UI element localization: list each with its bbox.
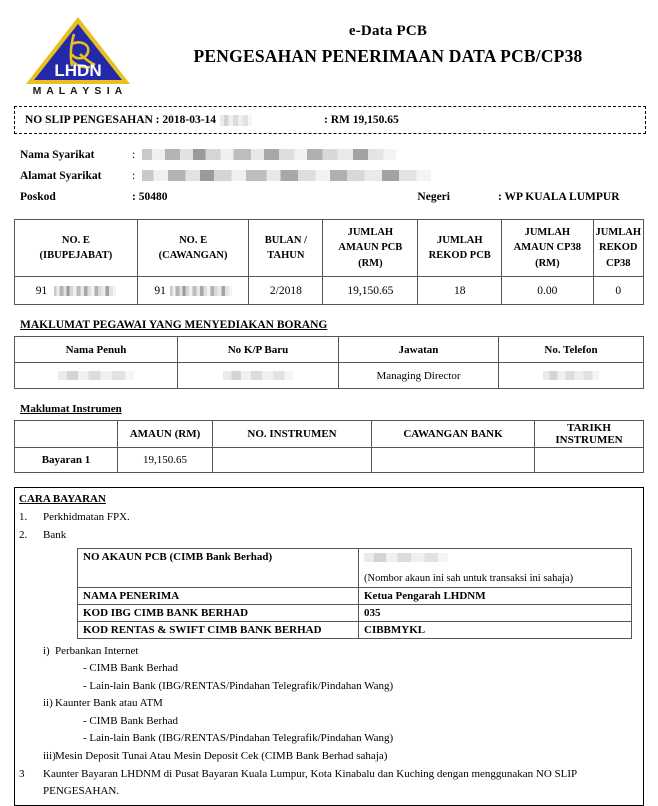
bank-label-nama-penerima: NAMA PENERIMA — [78, 587, 359, 604]
bank-label-no-akaun: NO AKAUN PCB (CIMB Bank Berhad) — [78, 548, 359, 587]
cell-jumlah-rekod-cp38: 0 — [593, 277, 644, 305]
bank-value-nama-penerima: Ketua Pengarah LHDNM — [359, 587, 632, 604]
poskod-value: : 50480 — [132, 190, 168, 203]
roman-i-text: Perbankan Internet — [55, 644, 139, 657]
col-instrument-blank — [15, 421, 118, 448]
table-row — [15, 363, 644, 389]
col-no-e-cawangan — [137, 220, 249, 277]
cell-no-instrumen — [213, 448, 372, 473]
cara-roman-item-iii — [15, 748, 643, 765]
no-akaun-note: (Nombor akaun ini sah untuk transaksi ini sahaja) — [364, 572, 574, 584]
table-header-row — [15, 220, 644, 277]
slip-confirmation-box — [14, 106, 646, 134]
bank-details-table — [77, 548, 632, 639]
col-line: JUMLAH — [347, 227, 394, 239]
cara-item-3-number: 3 — [19, 768, 25, 781]
instrument-section-title: Maklumat Instrumen — [20, 403, 122, 415]
document-title: PENGESAHAN PENERIMAAN DATA PCB/CP38 — [193, 45, 583, 66]
alamat-syarikat-colon: : — [132, 169, 136, 182]
col-no-kp-baru: No K/P Baru — [178, 337, 339, 363]
nama-syarikat-label: Nama Syarikat — [20, 148, 95, 161]
cell-cawangan-bank — [372, 448, 535, 473]
roman-iii-number: iii) — [43, 749, 56, 762]
col-line: BULAN / — [264, 234, 308, 246]
col-line: (IBUPEJABAT) — [39, 250, 113, 261]
officer-table — [14, 336, 644, 389]
col-line: REKOD PCB — [428, 250, 491, 261]
no-telefon-redaction — [543, 371, 599, 380]
cell-no-e-ibupejabat — [15, 277, 138, 305]
cell-amaun: 19,150.65 — [118, 448, 213, 473]
table-row — [78, 604, 632, 621]
col-line: TAHUN — [267, 250, 305, 261]
col-line: JUMLAH — [524, 227, 571, 239]
document-subtitle: e-Data PCB — [348, 23, 428, 39]
col-line: (CAWANGAN) — [158, 250, 228, 261]
info-row-nama-syarikat — [20, 144, 646, 165]
nama-syarikat-redaction — [142, 149, 396, 160]
poskod-label: Poskod — [20, 190, 56, 203]
roman-ii-sub-1: - CIMB Bank Berhad — [83, 714, 179, 727]
roman-i-number: i) — [43, 644, 50, 657]
roman-iii-text: Mesin Deposit Tunai Atau Mesin Deposit Cek (CIMB Bank Berhad sahaja) — [55, 749, 388, 762]
col-tarikh-instrumen: TARIKH INSTRUMEN — [535, 421, 644, 448]
table-header-row — [15, 337, 644, 363]
col-nama-penuh: Nama Penuh — [15, 337, 178, 363]
cara-roman-item-i — [15, 643, 643, 660]
col-line: NO. E — [179, 234, 208, 246]
alamat-syarikat-label: Alamat Syarikat — [20, 169, 102, 182]
info-row-alamat-syarikat — [20, 165, 646, 186]
bank-value-kod-rentas-swift: CIBBMYKL — [359, 621, 632, 638]
slip-number-redaction — [220, 115, 252, 126]
no-kp-baru-redaction — [223, 371, 293, 380]
cell-tarikh-instrumen — [535, 448, 644, 473]
cell-bulan-tahun: 2/2018 — [249, 277, 323, 305]
col-line: (RM) — [358, 257, 383, 269]
negeri-label: Negeri — [417, 190, 450, 203]
cara-bayaran-box — [14, 487, 644, 806]
col-cawangan-bank: CAWANGAN BANK — [372, 421, 535, 448]
col-line: JUMLAH — [437, 234, 483, 246]
col-line: AMAUN PCB — [338, 242, 403, 254]
cara-roman-item-ii — [15, 695, 643, 712]
cell-bayaran-label: Bayaran 1 — [15, 448, 118, 473]
col-line: JUMLAH — [595, 227, 641, 239]
roman-ii-sub-2: - Lain-lain Bank (IBG/RENTAS/Pindahan Telegrafik/Pindahan Wang) — [83, 732, 394, 745]
roman-i-sub-1: - CIMB Bank Berhad — [83, 662, 179, 675]
logo-text-lhdn: LHDN — [54, 61, 102, 80]
table-header-row — [15, 421, 644, 448]
cell-jumlah-amaun-pcb: 19,150.65 — [323, 277, 418, 305]
col-jumlah-amaun-pcb — [323, 220, 418, 277]
cara-item-3-text: Kaunter Bayaran LHDNM di Pusat Bayaran Kuala Lumpur, Kota Kinabalu dan Kuching dengan menggunakan NO SLIP PENGESAHAN. — [43, 768, 577, 797]
cara-item-2 — [15, 528, 643, 544]
col-line: NO. E — [61, 234, 90, 246]
col-line: REKOD CP38 — [598, 242, 638, 269]
no-e-prefix: 91 — [154, 284, 166, 297]
bank-label-kod-rentas-swift: KOD RENTAS & SWIFT CIMB BANK BERHAD — [78, 621, 359, 638]
instrument-table — [14, 420, 644, 473]
negeri-value: : WP KUALA LUMPUR — [498, 190, 620, 203]
document-header — [0, 0, 658, 100]
no-e-cawangan-redaction — [170, 286, 232, 296]
bank-value-no-akaun — [359, 548, 632, 587]
roman-ii-number: ii) — [43, 697, 53, 710]
table-row — [78, 548, 632, 587]
col-jumlah-amaun-cp38 — [502, 220, 593, 277]
header-titles — [140, 8, 646, 70]
bank-label-kod-ibg: KOD IBG CIMB BANK BERHAD — [78, 604, 359, 621]
cell-no-kp-baru — [178, 363, 339, 389]
info-row-poskod — [20, 186, 646, 207]
table-row — [78, 587, 632, 604]
roman-ii-text: Kaunter Bank atau ATM — [55, 697, 163, 710]
cara-item-3 — [15, 766, 643, 799]
col-jawatan: Jawatan — [339, 337, 499, 363]
no-e-ibupejabat-redaction — [54, 286, 116, 296]
alamat-syarikat-redaction — [142, 170, 431, 181]
slip-amount: : RM 19,150.65 — [324, 114, 399, 126]
cara-item-2-number: 2. — [19, 528, 28, 541]
cell-jumlah-amaun-cp38: 0.00 — [502, 277, 593, 305]
bank-value-kod-ibg: 035 — [359, 604, 632, 621]
cell-jumlah-rekod-pcb: 18 — [418, 277, 502, 305]
no-e-prefix: 91 — [35, 284, 48, 297]
col-line: AMAUN CP38 — [513, 242, 582, 254]
col-no-instrumen: NO. INSTRUMEN — [213, 421, 372, 448]
cell-jawatan: Managing Director — [339, 363, 499, 389]
lhdn-logo-icon — [22, 14, 134, 98]
col-no-e-ibupejabat — [15, 220, 138, 277]
col-jumlah-rekod-cp38 — [593, 220, 644, 277]
cell-no-telefon — [499, 363, 644, 389]
lhdn-logo — [22, 8, 140, 98]
table-row — [78, 621, 632, 638]
col-line: (RM) — [535, 257, 560, 269]
cara-item-2-text: Bank — [43, 528, 67, 541]
cara-item-1-text: Perkhidmatan FPX. — [43, 511, 130, 523]
no-akaun-redaction — [364, 553, 448, 562]
cara-item-1-number: 1. — [19, 511, 28, 523]
pcb-summary-table — [14, 219, 644, 305]
slip-number-label: NO SLIP PENGESAHAN : 2018-03-14 — [25, 114, 217, 126]
col-amaun-rm: AMAUN (RM) — [118, 421, 213, 448]
col-no-telefon: No. Telefon — [499, 337, 644, 363]
nama-penuh-redaction — [58, 371, 134, 380]
logo-text-malaysia: M A L A Y S I A — [32, 85, 124, 97]
table-row — [15, 277, 644, 305]
col-bulan-tahun — [249, 220, 323, 277]
nama-syarikat-colon: : — [132, 148, 136, 161]
cell-nama-penuh — [15, 363, 178, 389]
officer-section-title: MAKLUMAT PEGAWAI YANG MENYEDIAKAN BORANG — [20, 319, 328, 331]
cara-item-1 — [15, 510, 643, 526]
company-info — [20, 144, 646, 207]
table-row — [15, 448, 644, 473]
cara-bayaran-title: CARA BAYARAN — [19, 493, 106, 505]
col-jumlah-rekod-pcb — [418, 220, 502, 277]
cell-no-e-cawangan — [137, 277, 249, 305]
roman-i-sub-2: - Lain-lain Bank (IBG/RENTAS/Pindahan Telegrafik/Pindahan Wang) — [83, 679, 394, 692]
